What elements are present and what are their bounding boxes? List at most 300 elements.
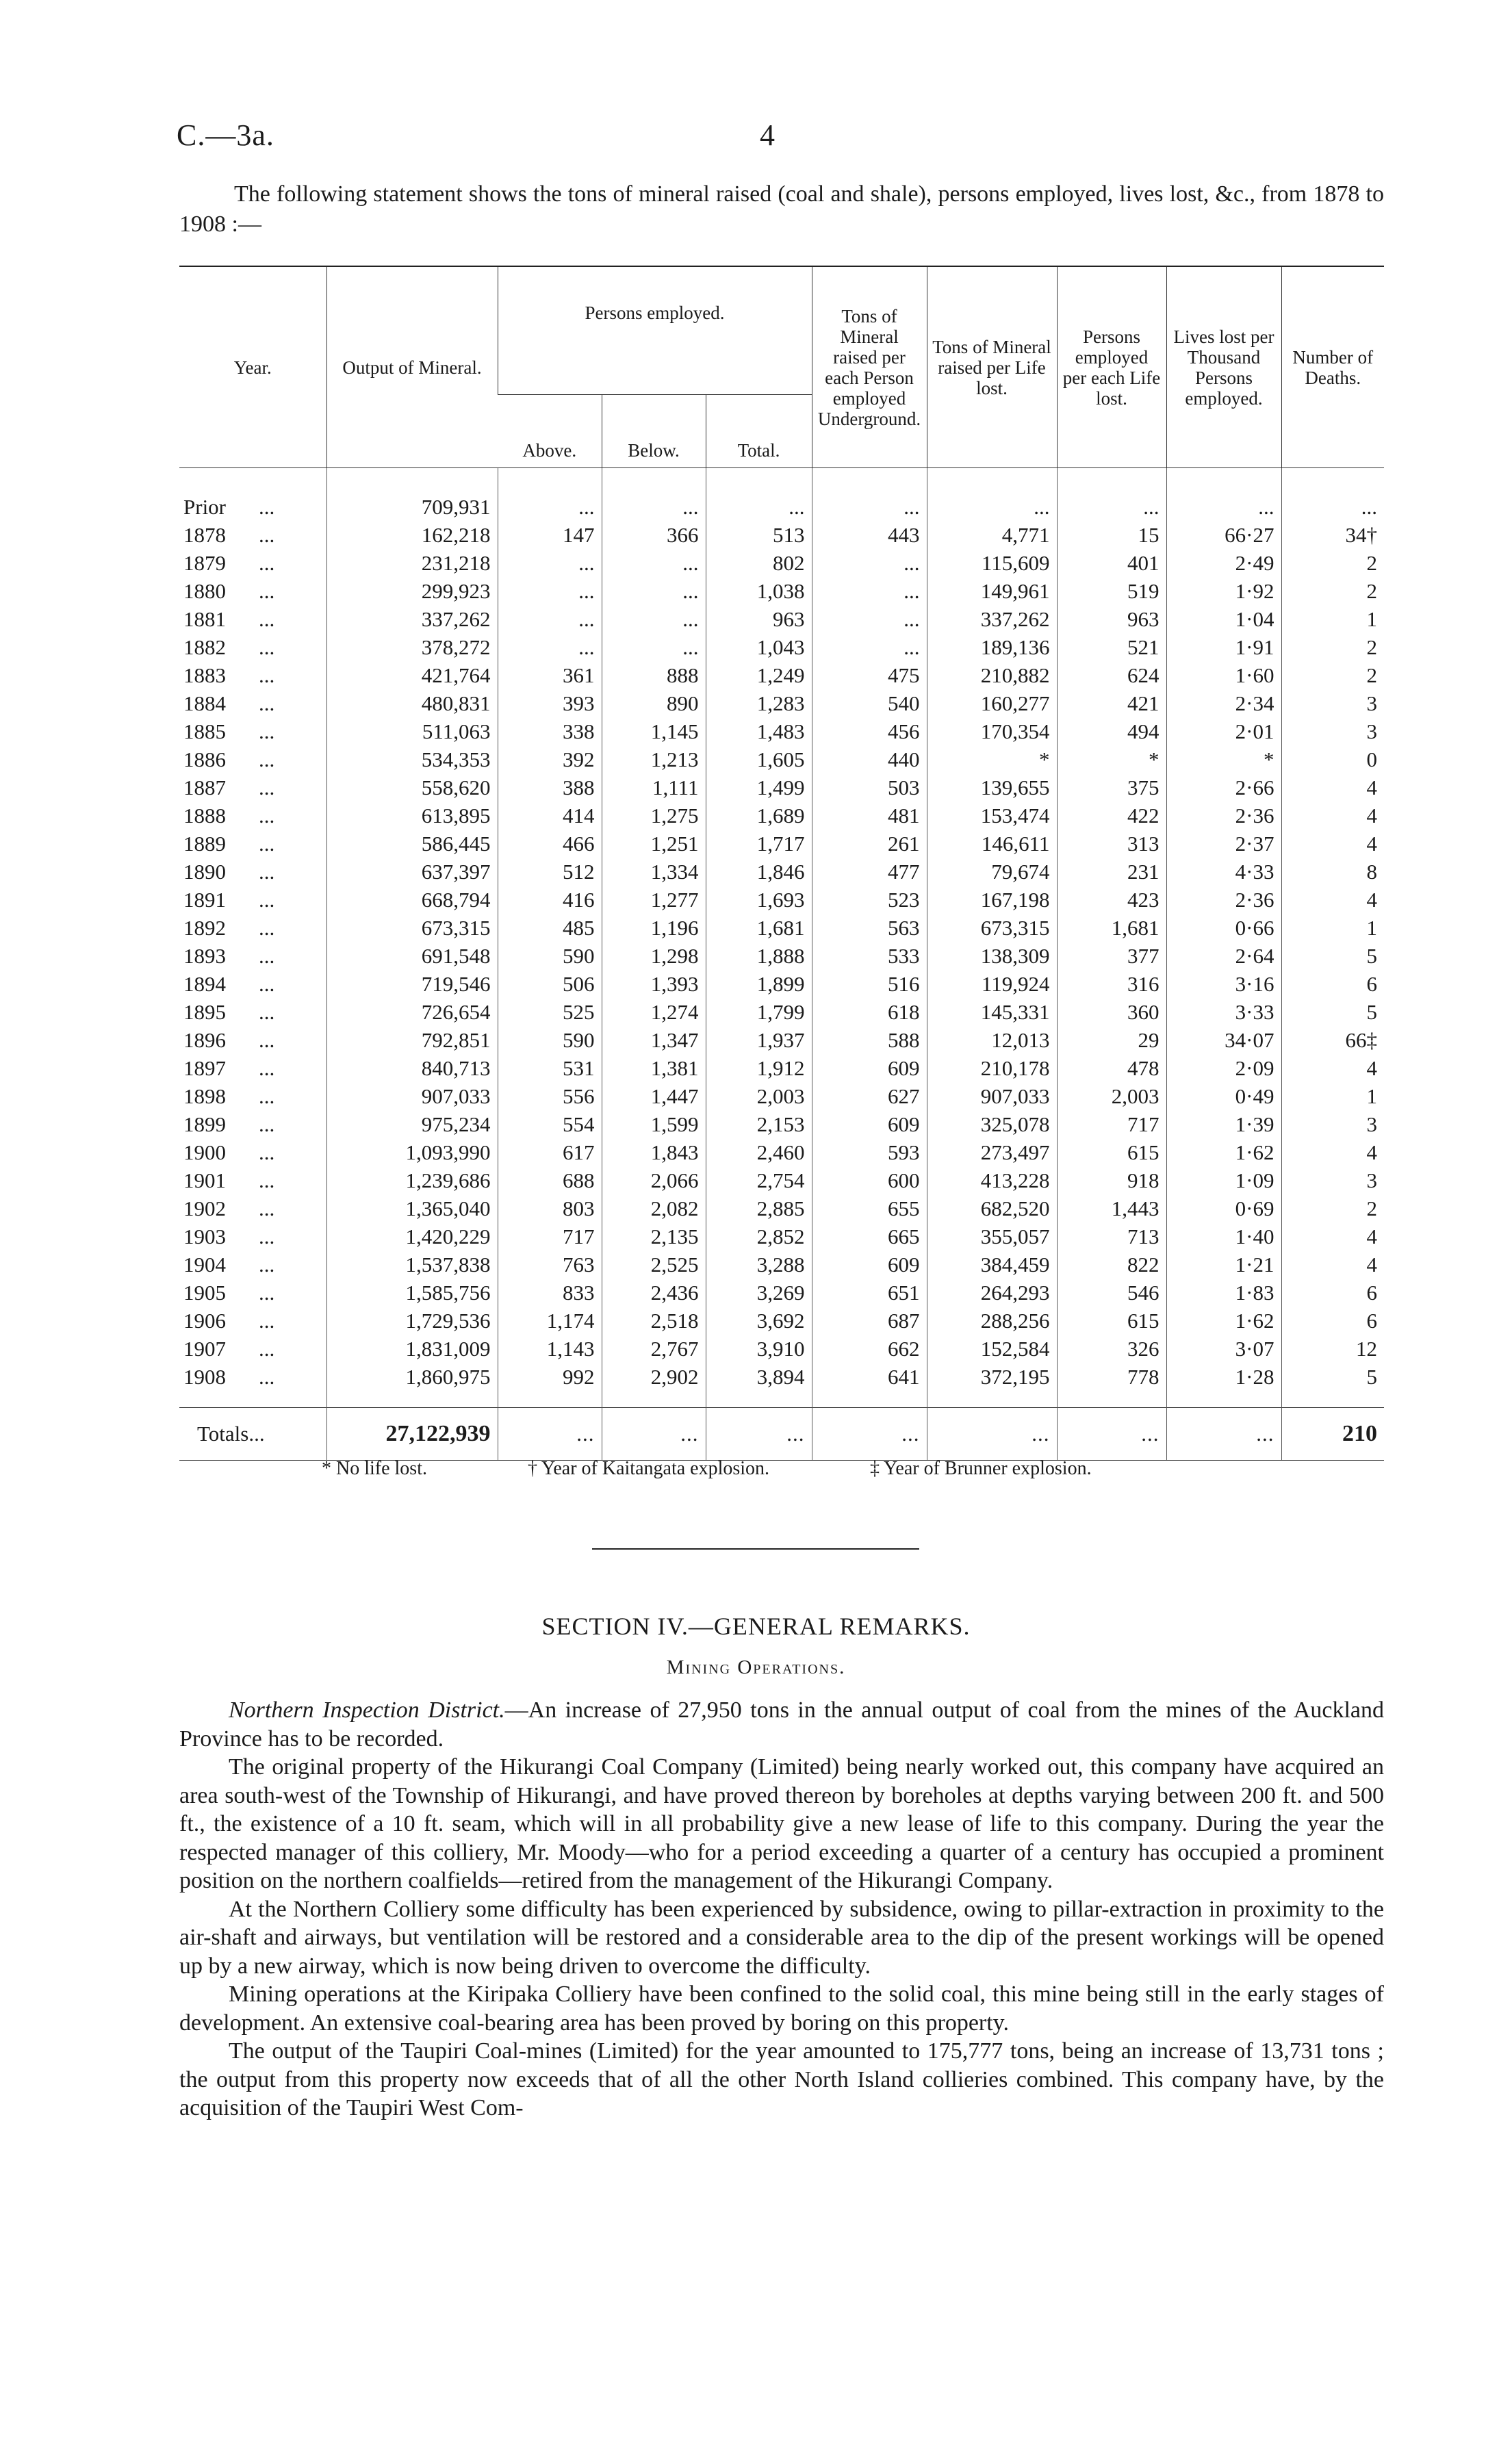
leader-dots: ... bbox=[259, 1168, 275, 1192]
year-label: 1904 bbox=[183, 1253, 226, 1277]
table-cell: 586,445 bbox=[326, 830, 498, 858]
leader-dots: ... bbox=[259, 551, 275, 575]
table-cell: 1·62 bbox=[1166, 1307, 1281, 1335]
leader-dots: ... bbox=[259, 1112, 275, 1136]
table-cell: 1,420,229 bbox=[326, 1222, 498, 1251]
mineral-statistics-table bbox=[179, 266, 1384, 1461]
table-cell: 3·33 bbox=[1166, 998, 1281, 1026]
table-cell: 668,794 bbox=[326, 886, 498, 914]
leader-dots: ... bbox=[259, 804, 275, 828]
year-cell bbox=[179, 577, 326, 605]
table-cell: 1,846 bbox=[706, 858, 812, 886]
table-cell: 2·66 bbox=[1166, 773, 1281, 802]
table-cell: 1,275 bbox=[602, 802, 706, 830]
table-cell: 5 bbox=[1281, 942, 1384, 970]
table-cell: 1,251 bbox=[602, 830, 706, 858]
table-cell: 617 bbox=[498, 1138, 602, 1166]
table-cell: ... bbox=[498, 605, 602, 633]
table-cell: 2 bbox=[1281, 633, 1384, 661]
leader-dots: ... bbox=[259, 747, 275, 771]
year-cell bbox=[179, 1166, 326, 1194]
table-row bbox=[179, 830, 1384, 858]
table-cell: 355,057 bbox=[927, 1222, 1057, 1251]
district-heading: Northern Inspection District. bbox=[229, 1697, 505, 1723]
table-cell: 637,397 bbox=[326, 858, 498, 886]
table-cell: 521 bbox=[1057, 633, 1166, 661]
table-cell: 802 bbox=[706, 549, 812, 577]
table-cell: 261 bbox=[812, 830, 927, 858]
table-cell: 12,013 bbox=[927, 1026, 1057, 1054]
section-subtitle: Mining Operations. bbox=[666, 1656, 846, 1678]
table-cell: 717 bbox=[498, 1222, 602, 1251]
leader-dots: ... bbox=[259, 1084, 275, 1108]
table-cell: 2·36 bbox=[1166, 886, 1281, 914]
table-cell: 423 bbox=[1057, 886, 1166, 914]
year-cell bbox=[179, 970, 326, 998]
table-cell: 421,764 bbox=[326, 661, 498, 689]
table-cell: 556 bbox=[498, 1082, 602, 1110]
table-row bbox=[179, 1082, 1384, 1110]
year-label: 1885 bbox=[183, 719, 226, 743]
table-row bbox=[179, 605, 1384, 633]
table-cell: 593 bbox=[812, 1138, 927, 1166]
table-cell: 5 bbox=[1281, 1363, 1384, 1391]
section-body bbox=[179, 1696, 1384, 2123]
year-cell bbox=[179, 605, 326, 633]
header-total: Total. bbox=[706, 395, 812, 468]
table-cell: 2·64 bbox=[1166, 942, 1281, 970]
table-cell: 627 bbox=[812, 1082, 927, 1110]
table-cell: 273,497 bbox=[927, 1138, 1057, 1166]
table-cell: 443 bbox=[812, 521, 927, 549]
table-cell: 1,283 bbox=[706, 689, 812, 717]
table-cell: 2·34 bbox=[1166, 689, 1281, 717]
table-cell: 337,262 bbox=[927, 605, 1057, 633]
table-cell: 231 bbox=[1057, 858, 1166, 886]
table-row bbox=[179, 549, 1384, 577]
footnote-kaitangata: † Year of Kaitangata explosion. bbox=[528, 1458, 770, 1479]
year-cell bbox=[179, 886, 326, 914]
leader-dots: ... bbox=[259, 888, 275, 912]
table-cell: 688 bbox=[498, 1166, 602, 1194]
table-cell: 1,213 bbox=[602, 745, 706, 773]
year-label: 1892 bbox=[183, 916, 226, 940]
leader-dots: ... bbox=[259, 663, 275, 687]
table-cell: 66‡ bbox=[1281, 1026, 1384, 1054]
table-cell: 1,043 bbox=[706, 633, 812, 661]
table-cell: 4 bbox=[1281, 1054, 1384, 1082]
year-label: 1887 bbox=[183, 775, 226, 799]
table-cell: 401 bbox=[1057, 549, 1166, 577]
table-cell: 1·60 bbox=[1166, 661, 1281, 689]
table-row bbox=[179, 1026, 1384, 1054]
table-row bbox=[179, 773, 1384, 802]
table-cell: 655 bbox=[812, 1194, 927, 1222]
table-cell: 361 bbox=[498, 661, 602, 689]
table-cell: 691,548 bbox=[326, 942, 498, 970]
table-cell: 907,033 bbox=[326, 1082, 498, 1110]
table-cell: 1·39 bbox=[1166, 1110, 1281, 1138]
table-cell: * bbox=[1057, 745, 1166, 773]
totals-output: 27,122,939 bbox=[326, 1408, 498, 1461]
header-year: Year. bbox=[179, 266, 326, 468]
table-cell: 540 bbox=[812, 689, 927, 717]
table-cell: 963 bbox=[1057, 605, 1166, 633]
table-cell: 682,520 bbox=[927, 1194, 1057, 1222]
table-cell: 146,611 bbox=[927, 830, 1057, 858]
table-cell: 519 bbox=[1057, 577, 1166, 605]
table-row bbox=[179, 1054, 1384, 1082]
year-label: 1903 bbox=[183, 1224, 226, 1248]
table-cell: 119,924 bbox=[927, 970, 1057, 998]
table-cell: 1·40 bbox=[1166, 1222, 1281, 1251]
table-cell: 388 bbox=[498, 773, 602, 802]
table-cell: 975,234 bbox=[326, 1110, 498, 1138]
year-cell bbox=[179, 661, 326, 689]
table-cell: 840,713 bbox=[326, 1054, 498, 1082]
table-cell: ... bbox=[602, 577, 706, 605]
table-cell: 477 bbox=[812, 858, 927, 886]
table-cell: 1,537,838 bbox=[326, 1251, 498, 1279]
table-row bbox=[179, 1307, 1384, 1335]
table-cell: 1,729,536 bbox=[326, 1307, 498, 1335]
table-cell: ... bbox=[602, 633, 706, 661]
table-cell: 1,717 bbox=[706, 830, 812, 858]
table-cell: 2,082 bbox=[602, 1194, 706, 1222]
table-cell: 4 bbox=[1281, 1222, 1384, 1251]
totals-blank: ... bbox=[1166, 1408, 1281, 1461]
leader-dots: ... bbox=[259, 775, 275, 799]
table-cell: 600 bbox=[812, 1166, 927, 1194]
leader-dots: ... bbox=[259, 860, 275, 884]
table-cell: 1,145 bbox=[602, 717, 706, 745]
table-cell: ... bbox=[602, 549, 706, 577]
table-cell: 1,799 bbox=[706, 998, 812, 1026]
table-cell: 1,365,040 bbox=[326, 1194, 498, 1222]
leader-dots: ... bbox=[259, 1224, 275, 1248]
year-label: Prior bbox=[183, 495, 226, 519]
table-cell: 5 bbox=[1281, 998, 1384, 1026]
table-cell: 264,293 bbox=[927, 1279, 1057, 1307]
year-label: 1891 bbox=[183, 888, 226, 912]
header-below: Below. bbox=[602, 395, 706, 468]
table-body bbox=[179, 468, 1384, 1461]
leader-dots: ... bbox=[259, 635, 275, 659]
header-above: Above. bbox=[498, 395, 602, 468]
table-cell: 34† bbox=[1281, 521, 1384, 549]
leader-dots: ... bbox=[259, 1365, 275, 1389]
table-row bbox=[179, 1335, 1384, 1363]
table-cell: 1,443 bbox=[1057, 1194, 1166, 1222]
header-persons-employed: Persons employed. bbox=[498, 266, 812, 395]
table-cell: 145,331 bbox=[927, 998, 1057, 1026]
table-cell: 299,923 bbox=[326, 577, 498, 605]
leader-dots: ... bbox=[259, 1056, 275, 1080]
header-lives-per-thousand: Lives lost per Thousand Persons employed. bbox=[1166, 266, 1281, 468]
table-cell: 0·66 bbox=[1166, 914, 1281, 942]
table-cell: 1,239,686 bbox=[326, 1166, 498, 1194]
table-cell: 162,218 bbox=[326, 521, 498, 549]
table-cell: 231,218 bbox=[326, 549, 498, 577]
intro-paragraph: The following statement shows the tons of mineral raised (coal and shale), persons employed, lives lost, &c., from 1878 to 1908 :— bbox=[179, 181, 1384, 237]
table-cell: 2·09 bbox=[1166, 1054, 1281, 1082]
leader-dots: ... bbox=[259, 1337, 275, 1361]
table-cell: 2,436 bbox=[602, 1279, 706, 1307]
table-cell: 803 bbox=[498, 1194, 602, 1222]
table-cell: 613,895 bbox=[326, 802, 498, 830]
table-cell: 662 bbox=[812, 1335, 927, 1363]
table-cell: 1,843 bbox=[602, 1138, 706, 1166]
year-cell bbox=[179, 1110, 326, 1138]
leader-dots: ... bbox=[259, 1196, 275, 1220]
year-cell bbox=[179, 1363, 326, 1391]
table-cell: 6 bbox=[1281, 1307, 1384, 1335]
table-cell: 29 bbox=[1057, 1026, 1166, 1054]
year-cell bbox=[179, 633, 326, 661]
table-cell: 609 bbox=[812, 1054, 927, 1082]
leader-dots: ... bbox=[259, 691, 275, 715]
table-cell: 1,393 bbox=[602, 970, 706, 998]
table-cell: 918 bbox=[1057, 1166, 1166, 1194]
table-cell: 34·07 bbox=[1166, 1026, 1281, 1054]
leader-dots: ... bbox=[259, 832, 275, 856]
table-cell: 2,460 bbox=[706, 1138, 812, 1166]
table-cell: 366 bbox=[602, 521, 706, 549]
table-cell: 1,899 bbox=[706, 970, 812, 998]
year-cell bbox=[179, 802, 326, 830]
table-cell: 4·33 bbox=[1166, 858, 1281, 886]
leader-dots: ... bbox=[259, 944, 275, 968]
table-cell: 153,474 bbox=[927, 802, 1057, 830]
table-cell: 416 bbox=[498, 886, 602, 914]
table-cell: 624 bbox=[1057, 661, 1166, 689]
table-cell: 890 bbox=[602, 689, 706, 717]
table-cell: 1,831,009 bbox=[326, 1335, 498, 1363]
table-cell: 3 bbox=[1281, 717, 1384, 745]
year-label: 1895 bbox=[183, 1000, 226, 1024]
table-cell: 719,546 bbox=[326, 970, 498, 998]
year-label: 1882 bbox=[183, 635, 226, 659]
header-output: Output of Mineral. bbox=[326, 266, 498, 468]
table-cell: 4 bbox=[1281, 802, 1384, 830]
year-cell bbox=[179, 914, 326, 942]
paragraph-text: —An increase of 27,950 tons in the annual output of coal from the mines of the Auckland Province has to be recorded. bbox=[179, 1697, 1384, 1752]
year-label: 1896 bbox=[183, 1028, 226, 1052]
table-cell: 1,681 bbox=[706, 914, 812, 942]
table-row bbox=[179, 633, 1384, 661]
year-label: 1886 bbox=[183, 747, 226, 771]
table-cell: 618 bbox=[812, 998, 927, 1026]
table-cell: 1,499 bbox=[706, 773, 812, 802]
totals-blank: ... bbox=[498, 1408, 602, 1461]
table-cell: 1·91 bbox=[1166, 633, 1281, 661]
totals-blank: ... bbox=[1057, 1408, 1166, 1461]
table-cell: 3 bbox=[1281, 1166, 1384, 1194]
totals-row bbox=[179, 1408, 1384, 1461]
year-label: 1894 bbox=[183, 972, 226, 996]
table-cell: 6 bbox=[1281, 970, 1384, 998]
table-cell: 1,599 bbox=[602, 1110, 706, 1138]
table-cell: 1,174 bbox=[498, 1307, 602, 1335]
year-label: 1905 bbox=[183, 1281, 226, 1305]
leader-dots: ... bbox=[259, 1281, 275, 1305]
table-row bbox=[179, 1194, 1384, 1222]
year-cell bbox=[179, 549, 326, 577]
table-cell: 288,256 bbox=[927, 1307, 1057, 1335]
table-cell: ... bbox=[812, 549, 927, 577]
table-cell: 0 bbox=[1281, 745, 1384, 773]
table-cell: 138,309 bbox=[927, 942, 1057, 970]
table-cell: 3 bbox=[1281, 689, 1384, 717]
table-cell: 0·49 bbox=[1166, 1082, 1281, 1110]
header-tons-per-underground-person: Tons of Mineral raised per each Person employed Underground. bbox=[812, 266, 927, 468]
table-cell: 8 bbox=[1281, 858, 1384, 886]
year-cell bbox=[179, 1251, 326, 1279]
table-cell: 152,584 bbox=[927, 1335, 1057, 1363]
table-cell: 167,198 bbox=[927, 886, 1057, 914]
table-cell: 563 bbox=[812, 914, 927, 942]
table-cell: 992 bbox=[498, 1363, 602, 1391]
table-cell: 6 bbox=[1281, 1279, 1384, 1307]
table-cell: 421 bbox=[1057, 689, 1166, 717]
year-label: 1902 bbox=[183, 1196, 226, 1220]
table-cell: 1,888 bbox=[706, 942, 812, 970]
table-row bbox=[179, 802, 1384, 830]
table-cell: 963 bbox=[706, 605, 812, 633]
section-divider bbox=[592, 1548, 919, 1550]
table-cell: ... bbox=[602, 493, 706, 521]
table-row bbox=[179, 1166, 1384, 1194]
year-label: 1898 bbox=[183, 1084, 226, 1108]
table-cell: 2·37 bbox=[1166, 830, 1281, 858]
table-cell: 2,852 bbox=[706, 1222, 812, 1251]
table-cell: 1·28 bbox=[1166, 1363, 1281, 1391]
table-cell: 1,249 bbox=[706, 661, 812, 689]
table-cell: 1,447 bbox=[602, 1082, 706, 1110]
leader-dots: ... bbox=[259, 495, 275, 519]
leader-dots: ... bbox=[259, 607, 275, 631]
table-cell: 189,136 bbox=[927, 633, 1057, 661]
year-cell bbox=[179, 1082, 326, 1110]
table-cell: 466 bbox=[498, 830, 602, 858]
table-cell: 414 bbox=[498, 802, 602, 830]
year-cell bbox=[179, 1054, 326, 1082]
table-cell: 3·07 bbox=[1166, 1335, 1281, 1363]
table-cell: 1·83 bbox=[1166, 1279, 1281, 1307]
table-cell: 717 bbox=[1057, 1110, 1166, 1138]
table-cell: ... bbox=[1166, 493, 1281, 521]
table-cell: 2,754 bbox=[706, 1166, 812, 1194]
totals-label: Totals... bbox=[179, 1408, 326, 1461]
table-cell: 2 bbox=[1281, 1194, 1384, 1222]
year-cell bbox=[179, 1222, 326, 1251]
table-cell: 2,885 bbox=[706, 1194, 812, 1222]
table-cell: 516 bbox=[812, 970, 927, 998]
table-cell: ... bbox=[498, 577, 602, 605]
table-cell: 590 bbox=[498, 942, 602, 970]
table-cell: 1,347 bbox=[602, 1026, 706, 1054]
table-cell: 3 bbox=[1281, 1110, 1384, 1138]
table-cell: 1·09 bbox=[1166, 1166, 1281, 1194]
table-footnotes bbox=[322, 1458, 1188, 1480]
table-cell: 1,605 bbox=[706, 745, 812, 773]
year-cell bbox=[179, 1335, 326, 1363]
table-row bbox=[179, 886, 1384, 914]
table-cell: 1 bbox=[1281, 1082, 1384, 1110]
table-cell: 2,003 bbox=[706, 1082, 812, 1110]
year-cell bbox=[179, 773, 326, 802]
year-label: 1906 bbox=[183, 1309, 226, 1333]
table-cell: 15 bbox=[1057, 521, 1166, 549]
totals-blank: ... bbox=[706, 1408, 812, 1461]
table-cell: 210,882 bbox=[927, 661, 1057, 689]
table-cell: 1,277 bbox=[602, 886, 706, 914]
table-row bbox=[179, 1138, 1384, 1166]
leader-dots: ... bbox=[259, 579, 275, 603]
leader-dots: ... bbox=[259, 972, 275, 996]
year-label: 1907 bbox=[183, 1337, 226, 1361]
table-cell: 2,767 bbox=[602, 1335, 706, 1363]
document-reference: C.—3a. bbox=[177, 118, 274, 152]
totals-blank: ... bbox=[812, 1408, 927, 1461]
table-cell: 2,518 bbox=[602, 1307, 706, 1335]
year-cell bbox=[179, 1279, 326, 1307]
table-cell: 456 bbox=[812, 717, 927, 745]
table-cell: 3,288 bbox=[706, 1251, 812, 1279]
table-cell: 1·04 bbox=[1166, 605, 1281, 633]
table-cell: 533 bbox=[812, 942, 927, 970]
table-cell: 494 bbox=[1057, 717, 1166, 745]
table-row bbox=[179, 970, 1384, 998]
year-label: 1890 bbox=[183, 860, 226, 884]
table-cell: 1 bbox=[1281, 605, 1384, 633]
year-label: 1880 bbox=[183, 579, 226, 603]
year-label: 1889 bbox=[183, 832, 226, 856]
table-cell: 673,315 bbox=[326, 914, 498, 942]
year-label: 1900 bbox=[183, 1140, 226, 1164]
paragraph-taupiri: The output of the Taupiri Coal-mines (Limited) for the year amounted to 175,777 tons, being an increase of 13,731 tons ; the output from this property now exceeds that of all the other North Island collieries combined. This company have, by the acquisition of the Taupiri West Com- bbox=[179, 2038, 1384, 2120]
paragraph-kiripaka: Mining operations at the Kiripaka Colliery have been confined to the solid coal, this mine being still in the early stages of development. An extensive coal-bearing area has been proved by boring on this property. bbox=[179, 1982, 1384, 2036]
table-cell: 1,111 bbox=[602, 773, 706, 802]
table-cell: 1,937 bbox=[706, 1026, 812, 1054]
table-cell: 2 bbox=[1281, 577, 1384, 605]
table-cell: 609 bbox=[812, 1251, 927, 1279]
section-title: SECTION IV.—GENERAL REMARKS. bbox=[541, 1613, 971, 1640]
table-cell: 313 bbox=[1057, 830, 1166, 858]
table-row bbox=[179, 493, 1384, 521]
table-row bbox=[179, 689, 1384, 717]
table-cell: ... bbox=[812, 605, 927, 633]
leader-dots: ... bbox=[259, 1309, 275, 1333]
table-cell: 1,196 bbox=[602, 914, 706, 942]
year-cell bbox=[179, 858, 326, 886]
table-cell: ... bbox=[498, 493, 602, 521]
table-cell: 525 bbox=[498, 998, 602, 1026]
table-cell: 1,689 bbox=[706, 802, 812, 830]
table-cell: 1,860,975 bbox=[326, 1363, 498, 1391]
table-cell: ... bbox=[706, 493, 812, 521]
table-row bbox=[179, 942, 1384, 970]
table-cell: ... bbox=[812, 577, 927, 605]
table-cell: 503 bbox=[812, 773, 927, 802]
page-number: 4 bbox=[760, 118, 775, 152]
table-cell: ... bbox=[602, 605, 706, 633]
table-cell: 375 bbox=[1057, 773, 1166, 802]
year-cell bbox=[179, 1307, 326, 1335]
table-cell: 665 bbox=[812, 1222, 927, 1251]
footnote-brunner: ‡ Year of Brunner explosion. bbox=[870, 1458, 1092, 1479]
table-cell: ... bbox=[498, 549, 602, 577]
